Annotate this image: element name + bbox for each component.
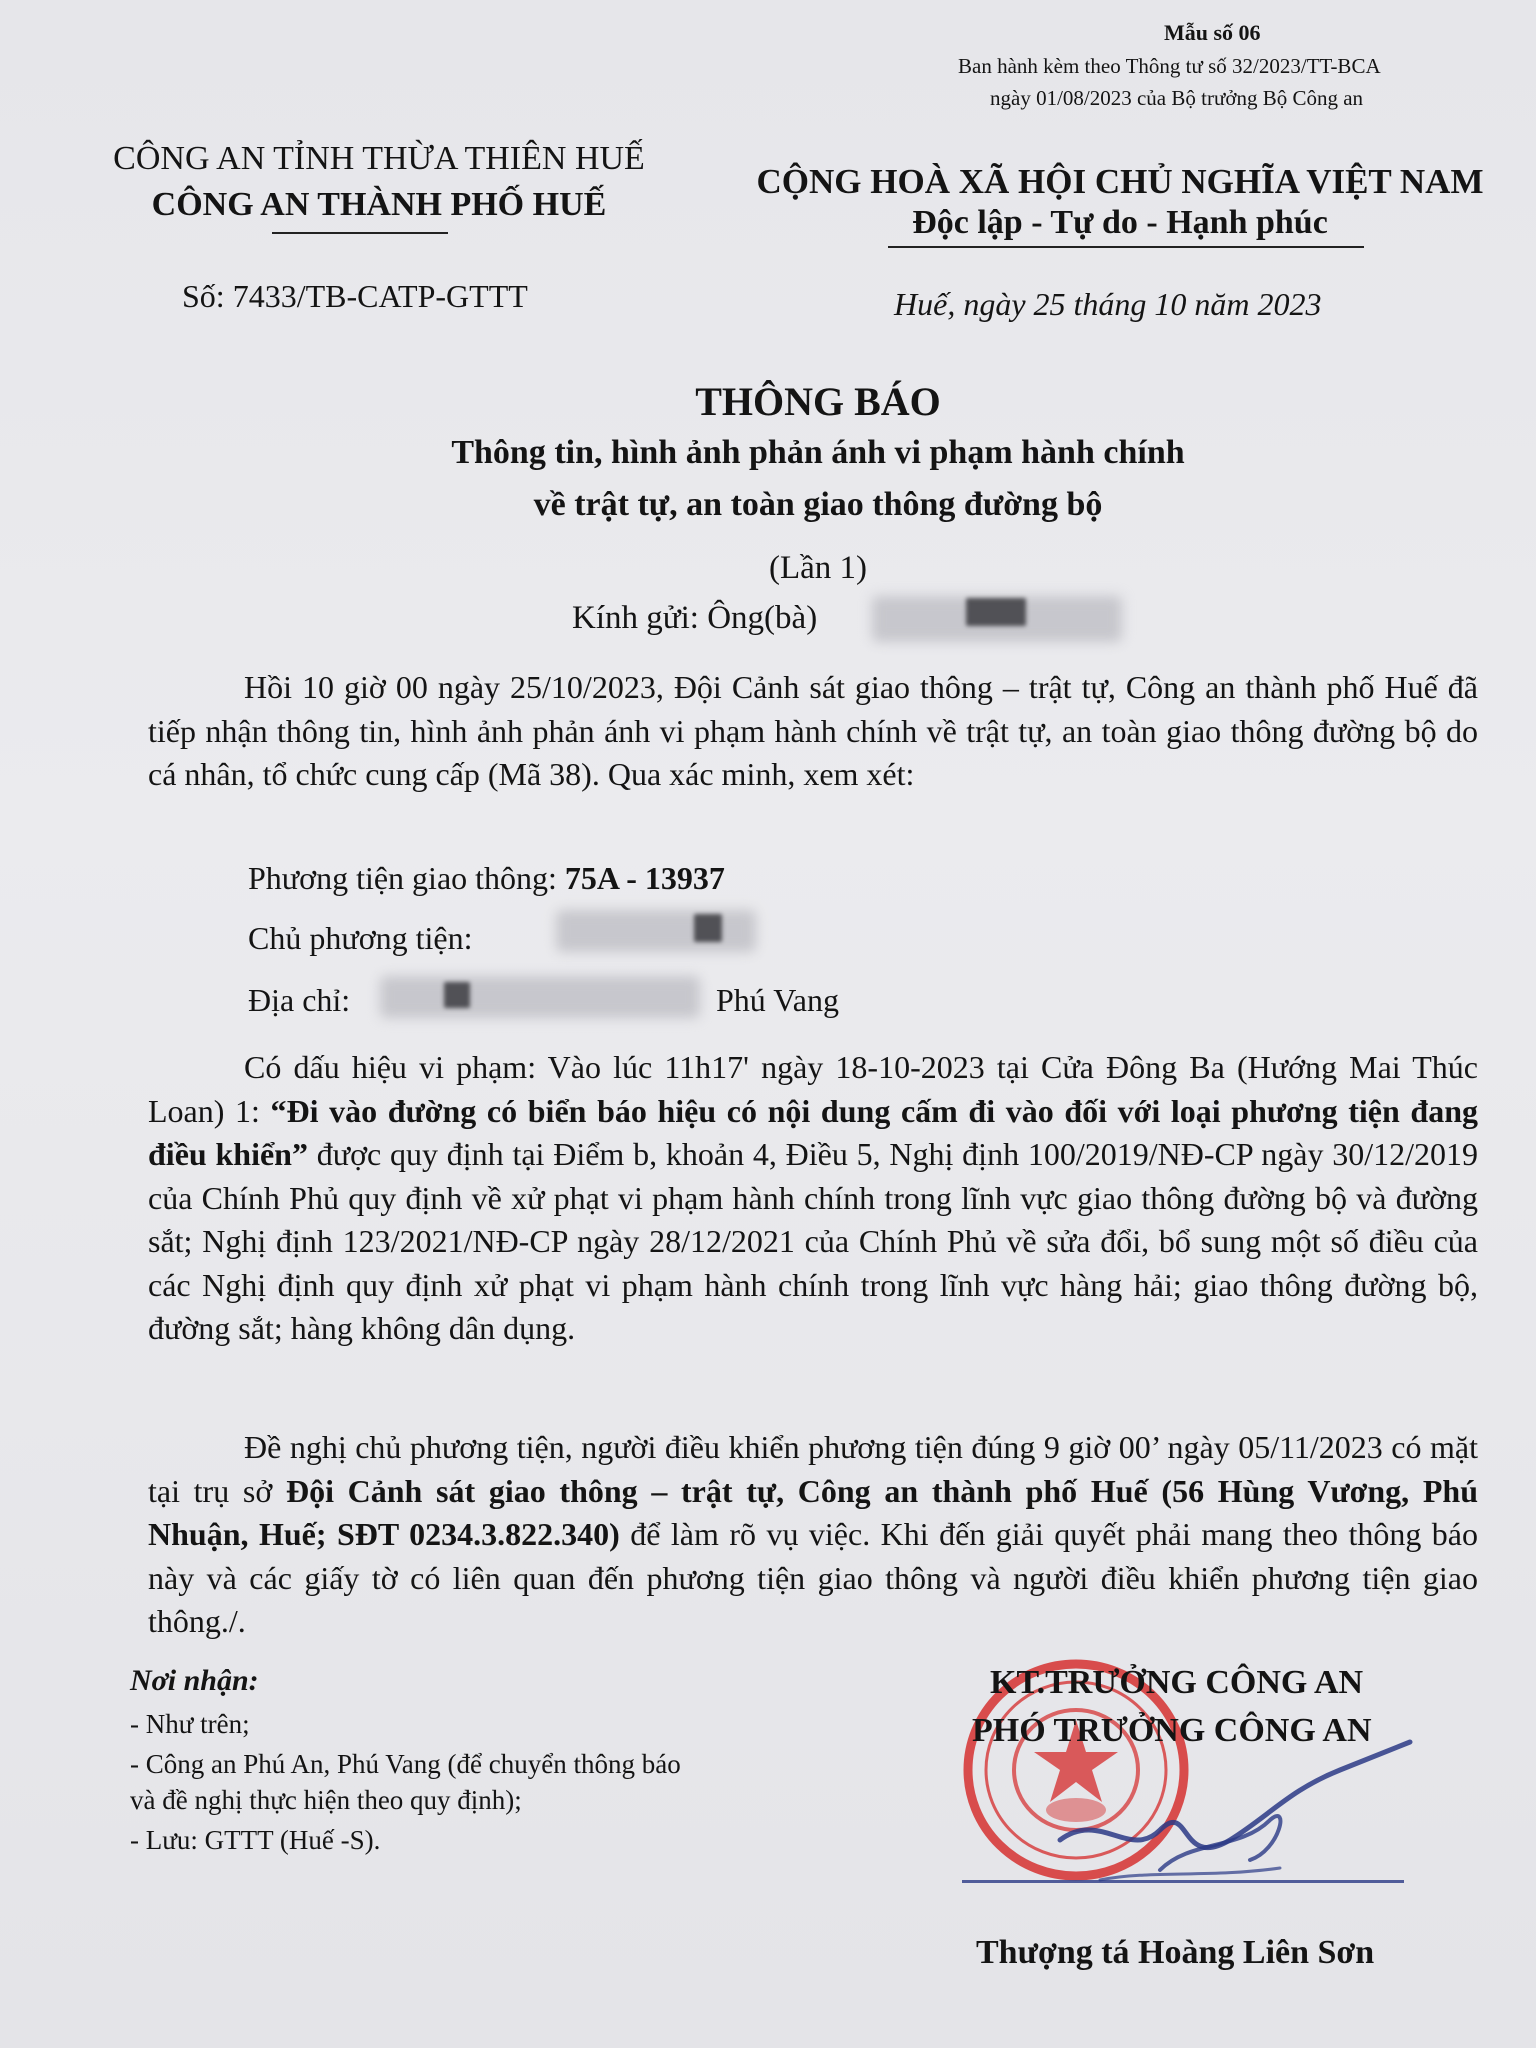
form-issued-line-1: Ban hành kèm theo Thông tư số 32/2023/TT-BCA	[958, 54, 1381, 78]
paragraph-intro: Hồi 10 giờ 00 ngày 25/10/2023, Đội Cảnh sát giao thông – trật tự, Công an thành phố Huế đã tiếp nhận thông tin, hình ảnh phản ánh vi phạm hành chính về trật tự, an toàn giao thông đường bộ do cá nhân, tổ chức cung cấp (Mã 38). Qua xác minh, xem xét:	[148, 669, 1478, 792]
recipient-item: - Công an Phú An, Phú Vang (để chuyển thông báo	[130, 1749, 681, 1779]
request-location: Đội Cảnh sát giao thông – trật tự, Công an thành phố Huế (56 Hùng Vương, Phú Nhuận, Huế; SĐT 0234.3.822.340)	[148, 1472, 1479, 1552]
violation-legal-basis: được quy định tại Điểm b, khoản 4, Điều 5, Nghị định 100/2019/NĐ-CP ngày 30/12/2019 của Chính Phủ quy định về xử phạt vi phạm hành chính trong lĩnh vực giao thông đường bộ và đường sắt; Nghị định 123/2021/NĐ-CP ngày 28/12/2021 của Chính Phủ về sửa đổi, bổ sung một số điều của các Nghị định quy định xử phạt vi phạm hành chính trong lĩnh vực hàng hải; giao thông đường bộ, đường sắt; hàng không dân dụng.	[148, 1136, 1478, 1346]
document-subtitle-2: về trật tự, an toàn giao thông đường bộ	[533, 486, 1103, 523]
document-title: THÔNG BÁO	[695, 379, 941, 424]
republic-title: CỘNG HOÀ XÃ HỘI CHỦ NGHĨA VIỆT NAM	[756, 162, 1484, 201]
motto-underline	[888, 246, 1364, 248]
greeting: Kính gửi: Ông(bà)	[572, 600, 818, 636]
redacted-address	[380, 976, 700, 1018]
vehicle-plate: 75A - 13937	[564, 860, 725, 896]
redaction-mark	[694, 914, 722, 942]
paragraph-violation	[148, 1046, 1478, 1351]
violation-intro: Có dấu hiệu vi phạm: Vào lúc 11h17' ngày 18-10-2023 tại Cửa Đông Ba (Hướng Mai Thúc Loan) 1:	[148, 1049, 1478, 1129]
form-issued-line-2: ngày 01/08/2023 của Bộ trưởng Bộ Công an	[990, 86, 1364, 110]
national-motto: Độc lập - Tự do - Hạnh phúc	[912, 204, 1328, 241]
agency-name: CÔNG AN THÀNH PHỐ HUẾ	[151, 186, 607, 223]
address-district: Phú Vang	[716, 982, 839, 1018]
redacted-owner-name	[556, 910, 756, 952]
request-details: để làm rõ vụ việc. Khi đến giải quyết phải mang theo thông báo này và các giấy tờ có liên quan đến phương tiện giao thông và người điều khiển phương tiện giao thông./.	[148, 1516, 1479, 1639]
redaction-mark	[444, 982, 470, 1008]
violation-description: “Đi vào đường có biển báo hiệu có nội dung cấm đi vào đối với loại phương tiện đang điều khiển”	[148, 1092, 1479, 1172]
paragraph-request	[148, 1426, 1478, 1644]
signature-underline	[962, 1880, 1404, 1883]
handwritten-signature	[1040, 1720, 1420, 1900]
vehicle-label: Phương tiện giao thông:	[248, 860, 565, 896]
signature-title-2: PHÓ TRƯỞNG CÔNG AN	[972, 1712, 1372, 1749]
recipient-item: - Như trên;	[130, 1709, 250, 1739]
signature-title-1: KT.TRƯỞNG CÔNG AN	[990, 1664, 1364, 1701]
request-intro: Đề nghị chủ phương tiện, người điều khiển phương tiện đúng 9 giờ 00’ ngày 05/11/2023 có mặt tại trụ sở	[148, 1429, 1478, 1509]
address-label: Địa chỉ:	[248, 982, 351, 1018]
redaction-mark	[966, 598, 1026, 626]
document-subtitle-1: Thông tin, hình ảnh phản ánh vi phạm hành chính	[451, 434, 1185, 471]
recipient-item: - Lưu: GTTT (Huế -S).	[130, 1825, 381, 1855]
owner-label: Chủ phương tiện:	[248, 920, 473, 956]
document-number: Số: 7433/TB-CATP-GTTT	[182, 278, 528, 314]
recipients-heading: Nơi nhận:	[130, 1664, 259, 1697]
vehicle-row	[248, 860, 725, 897]
notice-count: (Lần 1)	[768, 550, 868, 586]
recipient-item: và đề nghị thực hiện theo quy định);	[130, 1785, 522, 1815]
place-date: Huế, ngày 25 tháng 10 năm 2023	[894, 286, 1322, 322]
signer-name: Thượng tá Hoàng Liên Sơn	[976, 1934, 1375, 1971]
form-number: Mẫu số 06	[1164, 20, 1261, 45]
agency-underline	[272, 232, 448, 234]
agency-parent: CÔNG AN TỈNH THỪA THIÊN HUẾ	[113, 140, 645, 177]
